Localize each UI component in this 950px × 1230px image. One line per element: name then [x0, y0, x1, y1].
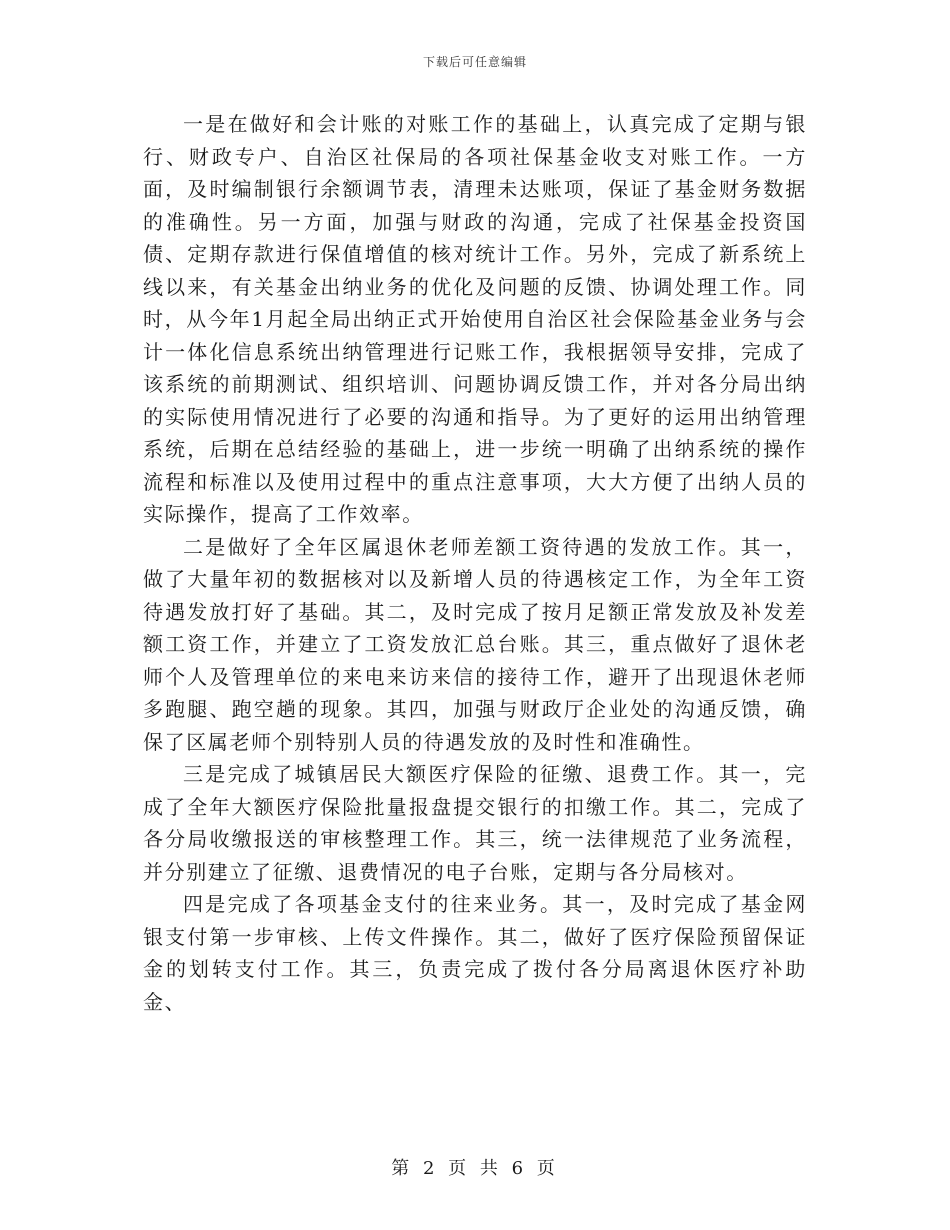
paragraph-2: 二是做好了全年区属退休老师差额工资待遇的发放工作。其一，做了大量年初的数据核对以及新增人员的待遇核定工作，为全年工资待遇发放打好了基础。其二，及时完成了按月足额正常发放及补发差额工资工作，并建立了工资发放汇总台账。其三，重点做好了退休老师个人及管理单位的来电来访来信的接待工作，避开了出现退休老师多跑腿、跑空趟的现象。其四，加强与财政厅企业处的沟通反馈，确保了区属老师个别特别人员的待遇发放的及时性和准确性。 — [143, 534, 807, 754]
page-number: 第 2 页 共 6 页 — [391, 1158, 559, 1179]
paragraph-4: 四是完成了各项基金支付的往来业务。其一，及时完成了基金网银支付第一步审核、上传文件操作。其二，做好了医疗保险预留保证金的划转支付工作。其三，负责完成了拨付各分局离退休医疗补助金、 — [143, 892, 807, 1014]
paragraph-3: 三是完成了城镇居民大额医疗保险的征缴、退费工作。其一，完成了全年大额医疗保险批量报盘提交银行的扣缴工作。其二，完成了各分局收缴报送的审核整理工作。其三，统一法律规范了业务流程，并分别建立了征缴、退费情况的电子台账，定期与各分局核对。 — [143, 762, 807, 884]
document-body — [143, 108, 807, 1018]
paragraph-1: 一是在做好和会计账的对账工作的基础上，认真完成了定期与银行、财政专户、自治区社保局的各项社保基金收支对账工作。一方面，及时编制银行余额调节表，清理未达账项，保证了基金财务数据的准确性。另一方面，加强与财政的沟通，完成了社保基金投资国债、定期存款进行保值增值的核对统计工作。另外，完成了新系统上线以来，有关基金出纳业务的优化及问题的反馈、协调处理工作。同时，从今年1月起全局出纳正式开始使用自治区社会保险基金业务与会计一体化信息系统出纳管理进行记账工作，我根据领导安排，完成了该系统的前期测试、组织培训、问题协调反馈工作，并对各分局出纳的实际使用情况进行了必要的沟通和指导。为了更好的运用出纳管理系统，后期在总结经验的基础上，进一步统一明确了出纳系统的操作流程和标准以及使用过程中的重点注意事项，大大方便了出纳人员的实际操作，提高了工作效率。 — [143, 112, 807, 526]
header-note: 下载后可任意编辑 — [422, 55, 527, 69]
